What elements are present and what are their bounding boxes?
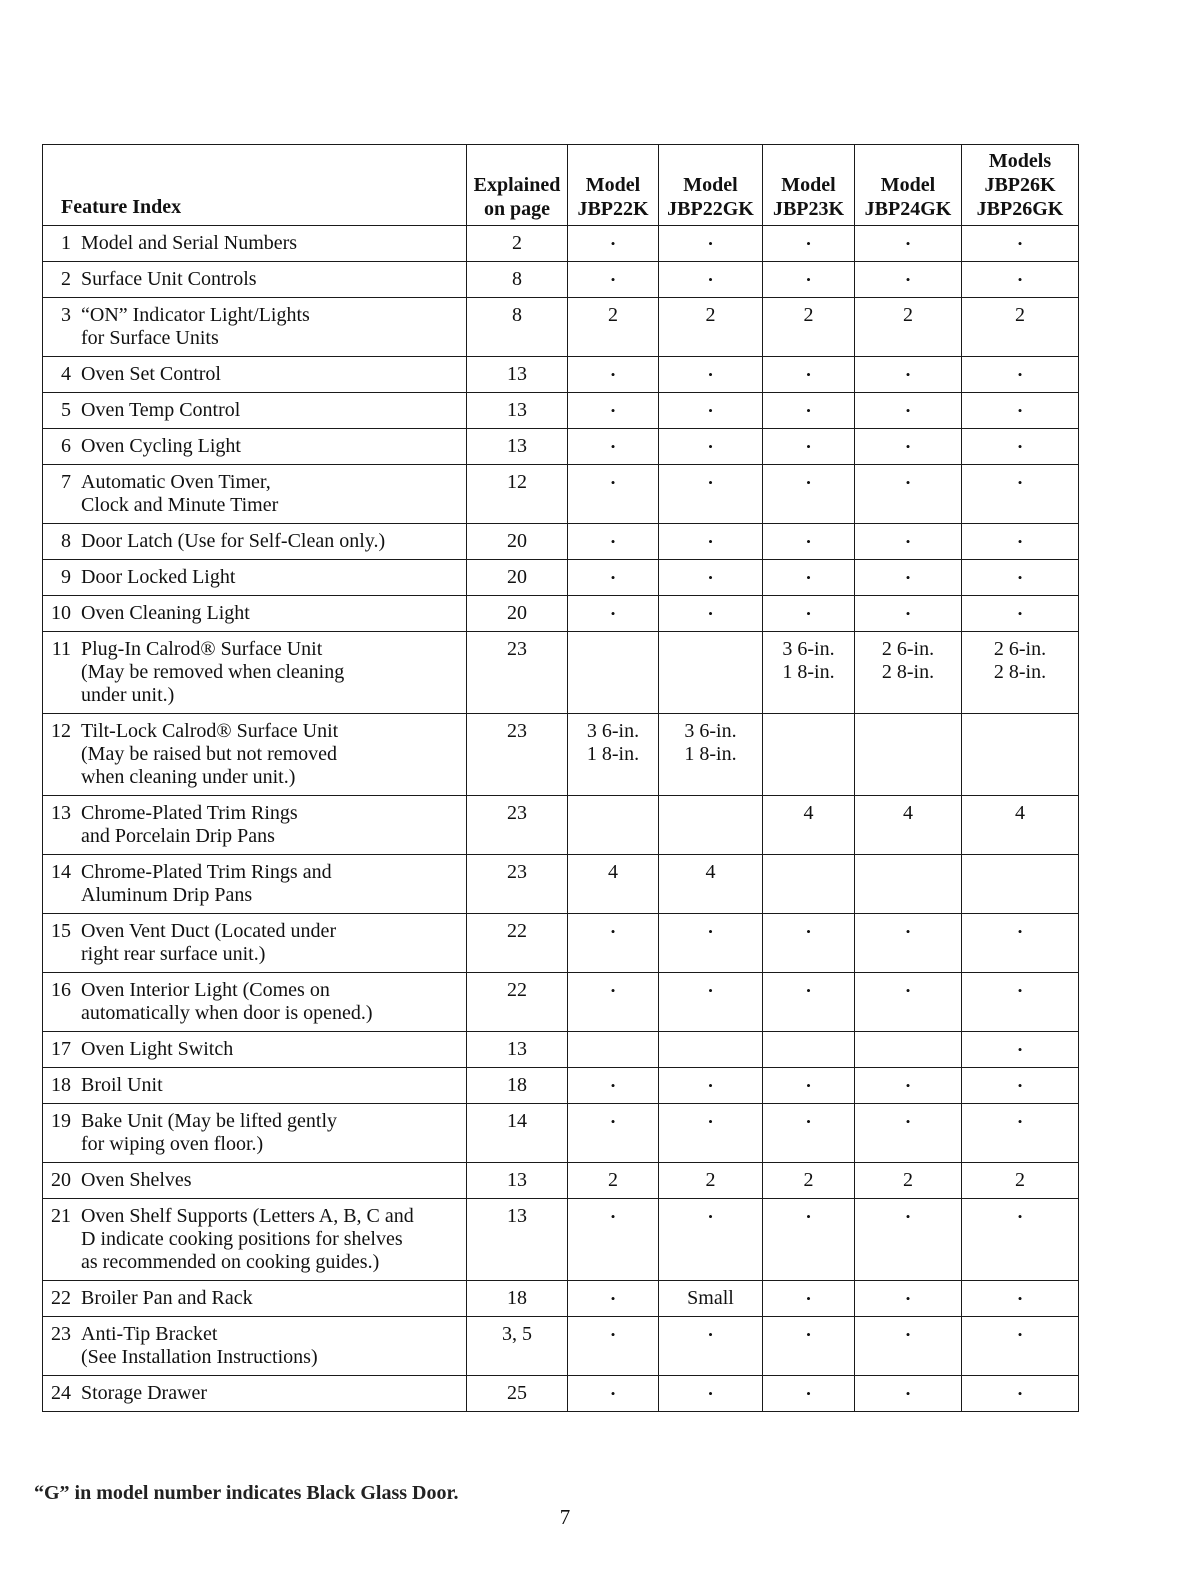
feature-number: 21: [51, 1205, 71, 1227]
feature-cell: [43, 855, 467, 914]
feature-cell-content: [43, 861, 466, 907]
feature-cell: [43, 429, 467, 465]
feature-name: Door Latch (Use for Self-Clean only.): [81, 530, 386, 552]
model-feature-cell: •: [568, 1104, 659, 1163]
model-feature-cell: [962, 855, 1079, 914]
model-feature-cell: •: [568, 262, 659, 298]
model-feature-cell: 2: [763, 298, 855, 357]
table-row: [43, 796, 1079, 855]
header-explained-on-page: Explained on page: [467, 145, 568, 226]
table-row: [43, 298, 1079, 357]
feature-cell-content: [43, 1110, 466, 1156]
feature-number: 16: [51, 979, 71, 1001]
explained-on-page-cell: 13: [467, 429, 568, 465]
table-row: [43, 1317, 1079, 1376]
explained-on-page-cell: 13: [467, 1163, 568, 1199]
model-feature-cell: •: [763, 1068, 855, 1104]
feature-name: Oven Set Control: [81, 363, 221, 385]
model-feature-cell: •: [763, 429, 855, 465]
table-row: [43, 226, 1079, 262]
feature-cell: [43, 1317, 467, 1376]
model-feature-cell: [568, 796, 659, 855]
model-feature-cell: •: [568, 1376, 659, 1412]
explained-on-page-cell: 12: [467, 465, 568, 524]
model-feature-cell: •: [962, 1068, 1079, 1104]
model-feature-cell: •: [659, 262, 763, 298]
feature-number: 19: [51, 1110, 71, 1132]
explained-on-page-cell: 13: [467, 1032, 568, 1068]
model-feature-cell: •: [568, 914, 659, 973]
feature-cell: [43, 714, 467, 796]
feature-name: Anti-Tip Bracket (See Installation Instructions): [81, 1323, 318, 1368]
model-feature-cell: 2: [568, 298, 659, 357]
model-feature-cell: •: [659, 1199, 763, 1281]
model-feature-cell: •: [763, 1281, 855, 1317]
model-feature-cell: 4: [962, 796, 1079, 855]
model-feature-cell: •: [568, 1317, 659, 1376]
feature-name: Oven Light Switch: [81, 1038, 234, 1060]
model-feature-cell: •: [763, 262, 855, 298]
model-feature-cell: 3 6-in. 1 8-in.: [659, 714, 763, 796]
feature-name: Plug-In Calrod® Surface Unit (May be removed when cleaning under unit.): [81, 638, 345, 706]
feature-cell-content: [43, 471, 466, 517]
model-feature-cell: •: [962, 1199, 1079, 1281]
model-feature-cell: •: [962, 357, 1079, 393]
table-row: [43, 596, 1079, 632]
feature-cell: [43, 1068, 467, 1104]
model-feature-cell: •: [763, 1376, 855, 1412]
feature-cell-content: [43, 1038, 466, 1061]
model-feature-cell: •: [659, 357, 763, 393]
feature-cell: [43, 298, 467, 357]
feature-rows: [43, 226, 1079, 1412]
feature-number: 8: [61, 530, 71, 552]
model-feature-cell: •: [568, 524, 659, 560]
feature-cell-content: [43, 1323, 466, 1369]
model-feature-cell: •: [855, 1104, 962, 1163]
feature-name: Broiler Pan and Rack: [81, 1287, 253, 1309]
feature-cell: [43, 796, 467, 855]
model-feature-cell: •: [763, 1317, 855, 1376]
explained-on-page-cell: 8: [467, 298, 568, 357]
model-feature-cell: 2: [962, 298, 1079, 357]
explained-on-page-cell: 23: [467, 855, 568, 914]
feature-cell-content: [43, 399, 466, 422]
model-feature-cell: •: [962, 1281, 1079, 1317]
model-feature-cell: [659, 796, 763, 855]
model-feature-cell: •: [962, 1104, 1079, 1163]
feature-cell-content: [43, 1169, 466, 1192]
model-feature-cell: •: [855, 393, 962, 429]
feature-name: Model and Serial Numbers: [81, 232, 298, 254]
feature-number: 24: [51, 1382, 71, 1404]
table-row: [43, 632, 1079, 714]
feature-cell: [43, 226, 467, 262]
feature-number: 1: [61, 232, 71, 254]
table-row: [43, 1376, 1079, 1412]
model-feature-cell: •: [659, 1376, 763, 1412]
header-model-jbp24gk: Model JBP24GK: [855, 145, 962, 226]
feature-number: 10: [51, 602, 71, 624]
model-feature-cell: •: [568, 357, 659, 393]
model-feature-cell: •: [659, 560, 763, 596]
model-feature-cell: •: [962, 465, 1079, 524]
table-row: [43, 714, 1079, 796]
header-model-jbp22k: Model JBP22K: [568, 145, 659, 226]
explained-on-page-cell: 20: [467, 524, 568, 560]
feature-name: Surface Unit Controls: [81, 268, 257, 290]
model-feature-cell: •: [855, 560, 962, 596]
header-row: [43, 145, 1079, 226]
feature-name: “ON” Indicator Light/Lights for Surface Units: [81, 304, 310, 349]
feature-name: Bake Unit (May be lifted gently for wiping oven floor.): [81, 1110, 338, 1155]
feature-index-sheet: [42, 144, 1078, 1412]
feature-cell-content: [43, 720, 466, 789]
model-feature-cell: •: [568, 429, 659, 465]
feature-cell: [43, 357, 467, 393]
table-row: [43, 855, 1079, 914]
explained-on-page-cell: 20: [467, 596, 568, 632]
feature-name: Oven Shelf Supports (Letters A, B, C and D indicate cooking positions for shelves as recommended on cooking guides.): [81, 1205, 414, 1273]
model-feature-cell: 3 6-in. 1 8-in.: [568, 714, 659, 796]
feature-cell: [43, 632, 467, 714]
model-feature-cell: •: [855, 914, 962, 973]
feature-name: Oven Interior Light (Comes on automatically when door is opened.): [81, 979, 373, 1024]
feature-number: 7: [61, 471, 71, 493]
feature-cell: [43, 596, 467, 632]
explained-on-page-cell: 23: [467, 632, 568, 714]
feature-name: Oven Temp Control: [81, 399, 241, 421]
explained-on-page-cell: 14: [467, 1104, 568, 1163]
model-feature-cell: •: [962, 1032, 1079, 1068]
feature-cell-content: [43, 268, 466, 291]
model-feature-cell: •: [659, 914, 763, 973]
model-feature-cell: •: [763, 393, 855, 429]
model-feature-cell: •: [855, 1068, 962, 1104]
explained-on-page-cell: 23: [467, 714, 568, 796]
model-feature-cell: Small: [659, 1281, 763, 1317]
model-feature-cell: •: [568, 1281, 659, 1317]
feature-name: Automatic Oven Timer, Clock and Minute Timer: [81, 471, 279, 516]
feature-cell: [43, 1199, 467, 1281]
explained-on-page-cell: 18: [467, 1281, 568, 1317]
model-feature-cell: 2: [659, 1163, 763, 1199]
model-feature-cell: 2: [855, 298, 962, 357]
model-feature-cell: •: [962, 393, 1079, 429]
explained-on-page-cell: 13: [467, 1199, 568, 1281]
model-feature-cell: 4: [659, 855, 763, 914]
model-feature-cell: •: [855, 1317, 962, 1376]
feature-number: 11: [51, 638, 71, 660]
table-row: [43, 560, 1079, 596]
model-feature-cell: •: [568, 596, 659, 632]
model-feature-cell: •: [855, 1376, 962, 1412]
model-feature-cell: •: [855, 429, 962, 465]
feature-cell: [43, 1281, 467, 1317]
model-feature-cell: 2: [568, 1163, 659, 1199]
feature-cell-content: [43, 602, 466, 625]
model-feature-cell: [855, 714, 962, 796]
model-feature-cell: [568, 632, 659, 714]
feature-number: 3: [61, 304, 71, 326]
model-feature-cell: [568, 1032, 659, 1068]
model-feature-cell: •: [962, 429, 1079, 465]
model-feature-cell: •: [568, 560, 659, 596]
feature-cell-content: [43, 1382, 466, 1405]
feature-number: 20: [51, 1169, 71, 1191]
table-row: [43, 465, 1079, 524]
model-feature-cell: •: [659, 1317, 763, 1376]
model-feature-cell: •: [855, 262, 962, 298]
feature-name: Door Locked Light: [81, 566, 236, 588]
explained-on-page-cell: 2: [467, 226, 568, 262]
model-feature-cell: 2: [763, 1163, 855, 1199]
model-feature-cell: •: [568, 465, 659, 524]
feature-name: Broil Unit: [81, 1074, 163, 1096]
model-feature-cell: 2: [855, 1163, 962, 1199]
feature-cell-content: [43, 920, 466, 966]
model-feature-cell: •: [855, 226, 962, 262]
feature-number: 13: [51, 802, 71, 824]
model-feature-cell: 2: [962, 1163, 1079, 1199]
model-feature-cell: •: [763, 357, 855, 393]
table-row: [43, 357, 1079, 393]
table-row: [43, 1163, 1079, 1199]
table-row: [43, 1068, 1079, 1104]
feature-cell-content: [43, 530, 466, 553]
table-row: [43, 429, 1079, 465]
model-feature-cell: •: [568, 973, 659, 1032]
model-feature-cell: •: [659, 1068, 763, 1104]
model-feature-cell: •: [962, 914, 1079, 973]
model-feature-cell: •: [763, 465, 855, 524]
feature-number: 23: [51, 1323, 71, 1345]
model-feature-cell: •: [659, 1104, 763, 1163]
explained-on-page-cell: 20: [467, 560, 568, 596]
feature-cell-content: [43, 435, 466, 458]
model-feature-cell: •: [763, 1104, 855, 1163]
table-row: [43, 262, 1079, 298]
model-feature-cell: [763, 855, 855, 914]
model-feature-cell: 2 6-in. 2 8-in.: [855, 632, 962, 714]
table-row: [43, 1032, 1079, 1068]
feature-name: Oven Vent Duct (Located under right rear surface unit.): [81, 920, 337, 965]
model-feature-cell: •: [763, 226, 855, 262]
model-feature-cell: [659, 1032, 763, 1068]
feature-number: 5: [61, 399, 71, 421]
model-feature-cell: 4: [855, 796, 962, 855]
feature-index-table: [42, 144, 1079, 1412]
header-model-jbp23k: Model JBP23K: [763, 145, 855, 226]
model-feature-cell: [855, 1032, 962, 1068]
feature-cell-content: [43, 979, 466, 1025]
model-feature-cell: [855, 855, 962, 914]
model-feature-cell: •: [855, 357, 962, 393]
model-feature-cell: •: [659, 524, 763, 560]
model-feature-cell: 3 6-in. 1 8-in.: [763, 632, 855, 714]
model-feature-cell: •: [962, 560, 1079, 596]
model-feature-cell: •: [763, 1199, 855, 1281]
feature-cell-content: [43, 638, 466, 707]
model-feature-cell: •: [568, 1068, 659, 1104]
feature-number: 6: [61, 435, 71, 457]
model-feature-cell: •: [763, 524, 855, 560]
model-feature-cell: •: [962, 596, 1079, 632]
model-feature-cell: •: [962, 262, 1079, 298]
feature-cell: [43, 1376, 467, 1412]
table-row: [43, 1199, 1079, 1281]
feature-cell-content: [43, 1205, 466, 1274]
model-feature-cell: 2 6-in. 2 8-in.: [962, 632, 1079, 714]
explained-on-page-cell: 13: [467, 357, 568, 393]
model-feature-cell: [659, 632, 763, 714]
feature-name: Oven Shelves: [81, 1169, 192, 1191]
model-feature-cell: 4: [763, 796, 855, 855]
table-row: [43, 1281, 1079, 1317]
explained-on-page-cell: 13: [467, 393, 568, 429]
model-feature-cell: •: [962, 226, 1079, 262]
feature-number: 18: [51, 1074, 71, 1096]
feature-name: Tilt-Lock Calrod® Surface Unit (May be raised but not removed when cleaning under unit.): [81, 720, 339, 788]
explained-on-page-cell: 23: [467, 796, 568, 855]
footnote: “G” in model number indicates Black Glass Door.: [34, 1482, 459, 1504]
feature-name: Storage Drawer: [81, 1382, 208, 1404]
model-feature-cell: 4: [568, 855, 659, 914]
model-feature-cell: [763, 714, 855, 796]
explained-on-page-cell: 3, 5: [467, 1317, 568, 1376]
feature-number: 2: [61, 268, 71, 290]
feature-name: Chrome-Plated Trim Rings and Porcelain Drip Pans: [81, 802, 298, 847]
feature-name: Oven Cleaning Light: [81, 602, 250, 624]
model-feature-cell: •: [855, 524, 962, 560]
model-feature-cell: •: [568, 226, 659, 262]
explained-on-page-cell: 18: [467, 1068, 568, 1104]
feature-cell-content: [43, 363, 466, 386]
feature-number: 12: [51, 720, 71, 742]
feature-name: Oven Cycling Light: [81, 435, 241, 457]
model-feature-cell: •: [659, 393, 763, 429]
explained-on-page-cell: 25: [467, 1376, 568, 1412]
feature-cell: [43, 262, 467, 298]
model-feature-cell: [763, 1032, 855, 1068]
feature-cell: [43, 973, 467, 1032]
explained-on-page-cell: 8: [467, 262, 568, 298]
page-number: 7: [559, 1505, 571, 1529]
feature-number: 17: [51, 1038, 71, 1060]
model-feature-cell: •: [962, 524, 1079, 560]
table-row: [43, 1104, 1079, 1163]
feature-cell: [43, 524, 467, 560]
feature-number: 4: [61, 363, 71, 385]
model-feature-cell: •: [659, 973, 763, 1032]
feature-cell-content: [43, 304, 466, 350]
feature-number: 15: [51, 920, 71, 942]
feature-cell: [43, 560, 467, 596]
feature-number: 9: [61, 566, 71, 588]
feature-cell-content: [43, 232, 466, 255]
model-feature-cell: •: [763, 596, 855, 632]
feature-cell: [43, 465, 467, 524]
table-row: [43, 973, 1079, 1032]
feature-cell: [43, 914, 467, 973]
table-row: [43, 393, 1079, 429]
feature-cell: [43, 1104, 467, 1163]
table-row: [43, 524, 1079, 560]
explained-on-page-cell: 22: [467, 914, 568, 973]
model-feature-cell: •: [659, 429, 763, 465]
model-feature-cell: •: [962, 1376, 1079, 1412]
model-feature-cell: •: [855, 1281, 962, 1317]
model-feature-cell: •: [855, 1199, 962, 1281]
feature-cell: [43, 1032, 467, 1068]
feature-cell: [43, 1163, 467, 1199]
model-feature-cell: •: [659, 596, 763, 632]
explained-on-page-cell: 22: [467, 973, 568, 1032]
feature-number: 14: [51, 861, 71, 883]
feature-cell-content: [43, 1074, 466, 1097]
model-feature-cell: •: [763, 973, 855, 1032]
feature-cell: [43, 393, 467, 429]
model-feature-cell: [962, 714, 1079, 796]
header-models-jbp26k-jbp26gk: Models JBP26K JBP26GK: [962, 145, 1079, 226]
feature-cell-content: [43, 1287, 466, 1310]
feature-number: 22: [51, 1287, 71, 1309]
model-feature-cell: •: [962, 973, 1079, 1032]
feature-name: Chrome-Plated Trim Rings and Aluminum Drip Pans: [81, 861, 332, 906]
feature-cell-content: [43, 566, 466, 589]
model-feature-cell: •: [855, 973, 962, 1032]
header-model-jbp22gk: Model JBP22GK: [659, 145, 763, 226]
model-feature-cell: •: [855, 465, 962, 524]
model-feature-cell: 2: [659, 298, 763, 357]
model-feature-cell: •: [763, 914, 855, 973]
model-feature-cell: •: [659, 465, 763, 524]
model-feature-cell: •: [568, 393, 659, 429]
model-feature-cell: •: [763, 560, 855, 596]
table-row: [43, 914, 1079, 973]
feature-cell-content: [43, 802, 466, 848]
header-feature-index: Feature Index: [43, 145, 467, 226]
model-feature-cell: •: [659, 226, 763, 262]
model-feature-cell: •: [962, 1317, 1079, 1376]
model-feature-cell: •: [855, 596, 962, 632]
model-feature-cell: •: [568, 1199, 659, 1281]
